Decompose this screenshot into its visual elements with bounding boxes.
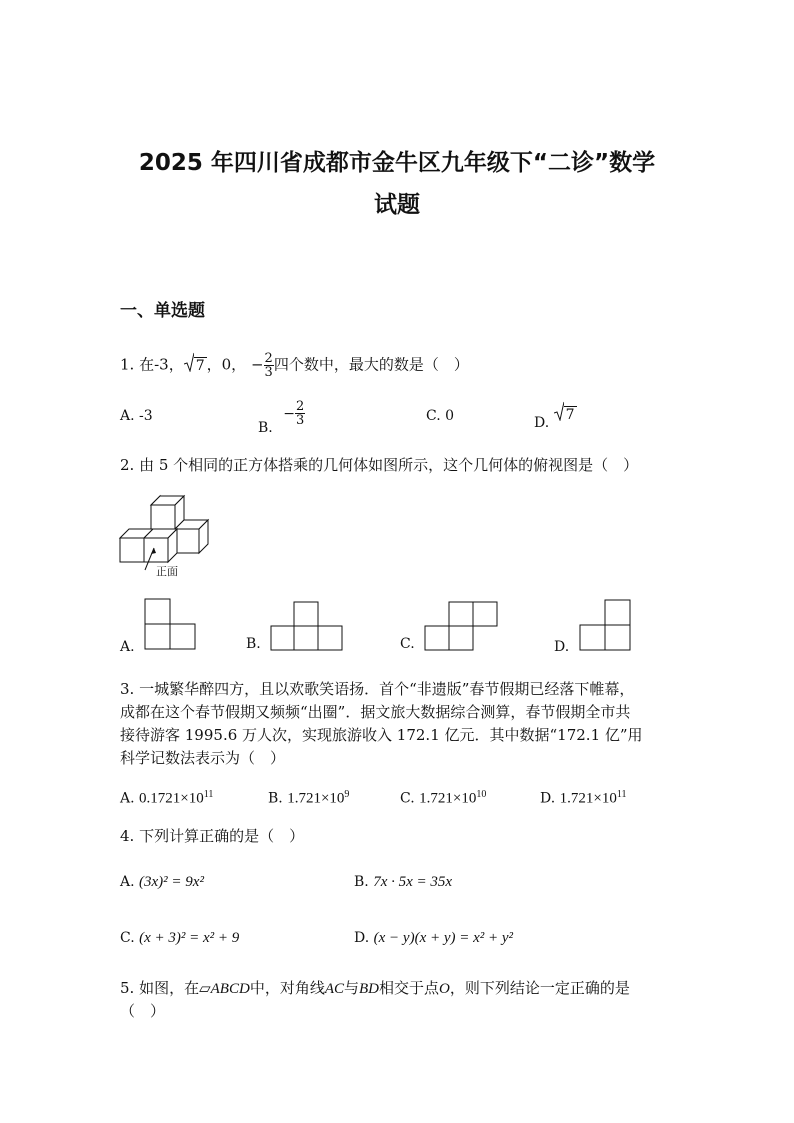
q1-option-b[interactable]: B. − $\frac{2}{3}$: [258, 399, 305, 436]
q2-front-label: 正面: [156, 565, 178, 578]
q1-option-d[interactable]: D. 7: [534, 404, 577, 423]
q3-option-c[interactable]: C. $1.721\times 10^{10}$: [400, 789, 487, 807]
q1-option-c[interactable]: C. 0: [426, 408, 455, 424]
section-heading: 一、单选题: [120, 301, 205, 321]
question-3-line1: 3. 一城繁华醉四方，且以欢歌笑语扬．首个“非遗版”春节假期已经落下帷幕，: [120, 680, 635, 698]
sqrt-icon: [554, 401, 564, 421]
sqrt-icon: [184, 352, 194, 372]
question-5-line1: 5. 如图，在▱ABCD中，对角线AC与BD相交于点O，则下列结论一定正确的是: [120, 979, 630, 997]
q3-option-a[interactable]: A. $0.1721\times 10^{11}$: [120, 789, 214, 807]
q3-option-d[interactable]: D. $1.721\times 10^{11}$: [540, 789, 627, 807]
q2-option-d-figure[interactable]: [578, 599, 634, 653]
q2-option-a-label[interactable]: A.: [120, 639, 135, 655]
q1-sqrt: 7: [184, 355, 207, 374]
document-title-line1: 2025 年四川省成都市金牛区九年级下“二诊”数学: [138, 150, 656, 176]
question-3-line3: 接待游客 1995.6 万人次，实现旅游收入 172.1 亿元．其中数据“172.1 亿”用: [120, 726, 643, 744]
q4-option-c[interactable]: C. (x + 3)² = x² + 9: [120, 930, 240, 946]
q1-fraction: $\frac{2}{3}$: [264, 351, 273, 380]
parallelogram-icon: ▱: [199, 979, 211, 997]
question-1: [120, 352, 469, 379]
q2-option-c-label[interactable]: C.: [400, 636, 415, 652]
q2-option-b-label[interactable]: B.: [246, 636, 261, 652]
q1-mid: ，0，: [206, 355, 247, 374]
q2-option-b-figure[interactable]: [270, 601, 344, 651]
q2-option-a-figure[interactable]: [144, 598, 198, 652]
question-3-line2: 成都在这个春节假期又频频“出圈”．据文旅大数据综合测算，春节假期全市共: [120, 703, 631, 721]
q4-option-a[interactable]: A. (3x)² = 9x²: [120, 874, 204, 890]
q3-option-b[interactable]: B. $1.721\times 10^9$: [268, 789, 350, 807]
question-3-line4: 科学记数法表示为（ ）: [120, 749, 286, 767]
q4-option-b[interactable]: B. 7x · 5x = 35x: [354, 874, 453, 890]
q1-frac-sign: −: [250, 355, 264, 374]
q2-option-d-label[interactable]: D.: [554, 639, 570, 655]
q1-prefix: 1. 在-3，: [120, 355, 184, 374]
question-5-line2: （ ）: [120, 1002, 166, 1020]
question-2: 2. 由 5 个相同的正方体搭乘的几何体如图所示，这个几何体的俯视图是（ ）: [120, 456, 639, 474]
q2-option-c-figure[interactable]: [424, 601, 500, 651]
question-4: 4. 下列计算正确的是（ ）: [120, 827, 305, 845]
document-title-line2: 试题: [374, 192, 420, 218]
q1-option-a[interactable]: A. -3: [120, 408, 153, 424]
q1-suffix: 四个数中，最大的数是（ ）: [273, 355, 469, 374]
q4-option-d[interactable]: D. (x − y)(x + y) = x² + y²: [354, 930, 514, 946]
